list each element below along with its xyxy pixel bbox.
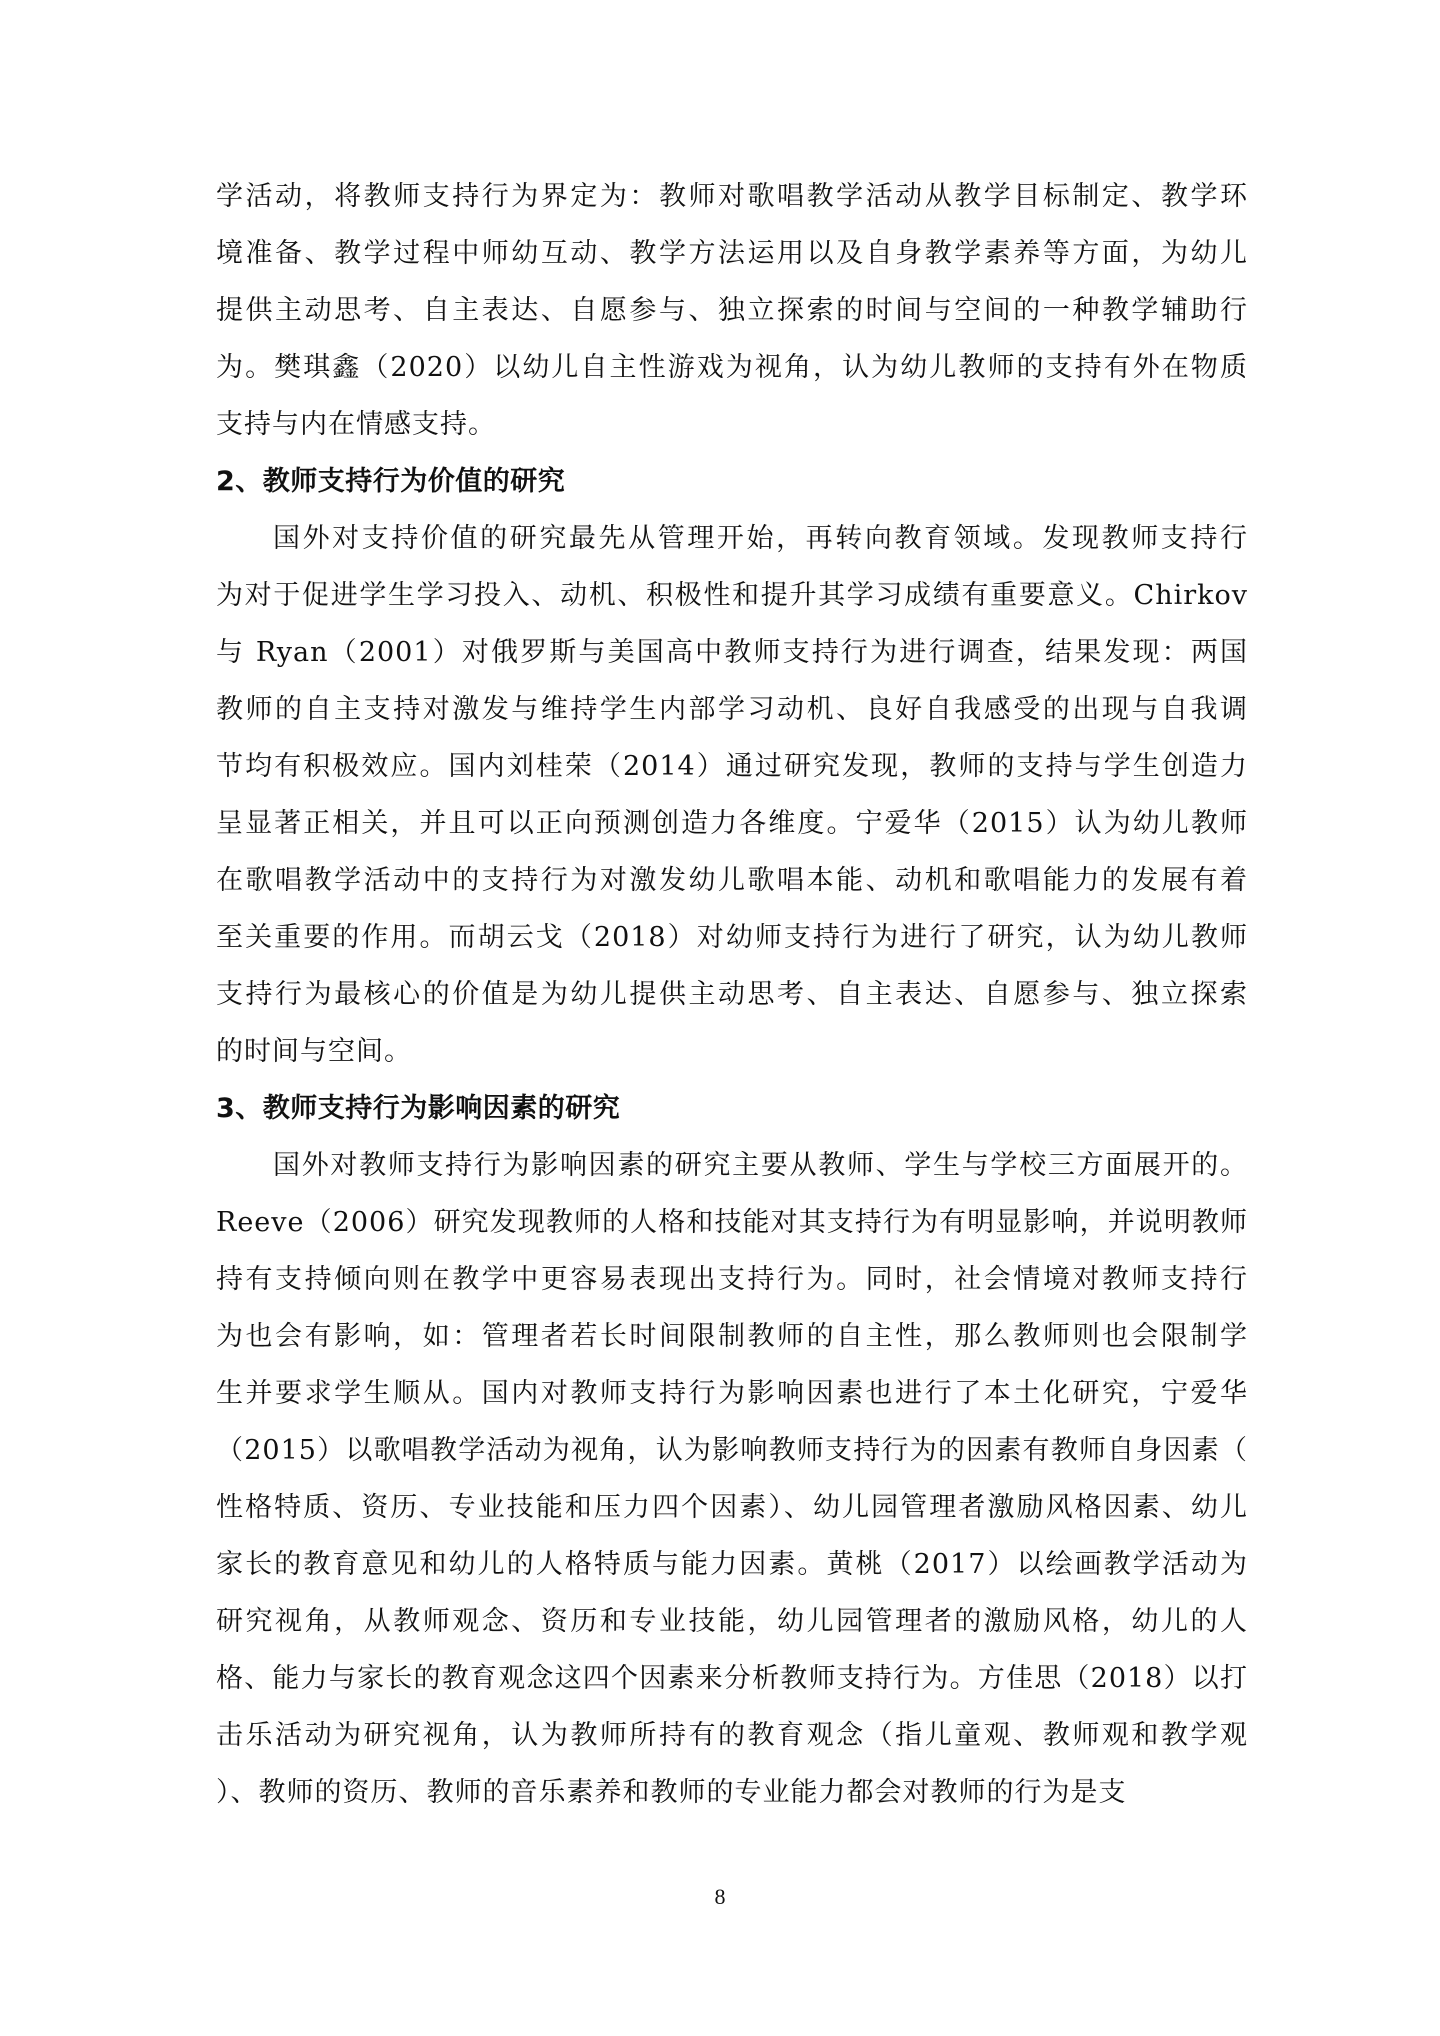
text-line: 家长的教育意见和幼儿的人格特质与能力因素。黄桃（2017）以绘画教学活动为 (216, 1549, 1248, 1580)
text-line: 在歌唱教学活动中的支持行为对激发幼儿歌唱本能、动机和歌唱能力的发展有着 (216, 865, 1248, 896)
text-line: 格、能力与家长的教育观念这四个因素来分析教师支持行为。方佳思（2018）以打 (216, 1663, 1248, 1694)
text-line: 与 Ryan（2001）对俄罗斯与美国高中教师支持行为进行调查，结果发现：两国 (216, 637, 1248, 668)
text-line: 学活动，将教师支持行为界定为：教师对歌唱教学活动从教学目标制定、教学环 (216, 181, 1248, 212)
text-line: 生并要求学生顺从。国内对教师支持行为影响因素也进行了本土化研究，宁爱华 (216, 1378, 1248, 1409)
document-page-body (216, 168, 1248, 1821)
text-line: 国外对支持价值的研究最先从管理开始，再转向教育领域。发现教师支持行 (273, 523, 1248, 554)
text-line: （2015）以歌唱教学活动为视角，认为影响教师支持行为的因素有教师自身因素（ (216, 1435, 1248, 1466)
text-line: ）、教师的资历、教师的音乐素养和教师的专业能力都会对教师的行为是支 (216, 1777, 1127, 1808)
text-line: 国外对教师支持行为影响因素的研究主要从教师、学生与学校三方面展开的。 (273, 1150, 1248, 1181)
text-line: 研究视角，从教师观念、资历和专业技能，幼儿园管理者的激励风格，幼儿的人 (216, 1606, 1248, 1637)
section-heading-influencing-factors: 3、教师支持行为影响因素的研究 (216, 1093, 621, 1124)
section-heading-value-research: 2、教师支持行为价值的研究 (216, 466, 566, 497)
text-line: 为。樊琪鑫（2020）以幼儿自主性游戏为视角，认为幼儿教师的支持有外在物质 (216, 352, 1248, 383)
text-line: 为也会有影响，如：管理者若长时间限制教师的自主性，那么教师则也会限制学 (216, 1321, 1248, 1352)
text-line: 教师的自主支持对激发与维持学生内部学习动机、良好自我感受的出现与自我调 (216, 694, 1248, 725)
text-line: 呈显著正相关，并且可以正向预测创造力各维度。宁爱华（2015）认为幼儿教师 (216, 808, 1248, 839)
text-line: 为对于促进学生学习投入、动机、积极性和提升其学习成绩有重要意义。Chirkov (216, 580, 1248, 611)
text-line: 提供主动思考、自主表达、自愿参与、独立探索的时间与空间的一种教学辅助行 (216, 295, 1248, 326)
paragraph-influencing-factors (216, 1137, 1248, 1821)
text-line: Reeve（2006）研究发现教师的人格和技能对其支持行为有明显影响，并说明教师 (216, 1207, 1248, 1238)
text-line: 持有支持倾向则在教学中更容易表现出支持行为。同时，社会情境对教师支持行 (216, 1264, 1248, 1295)
paragraph-value-research (216, 510, 1248, 1080)
text-line: 的时间与空间。 (216, 1036, 412, 1067)
paragraph-definition-continuation (216, 168, 1248, 453)
text-line: 支持行为最核心的价值是为幼儿提供主动思考、自主表达、自愿参与、独立探索 (216, 979, 1248, 1010)
text-line: 境准备、教学过程中师幼互动、教学方法运用以及自身教学素养等方面，为幼儿 (216, 238, 1248, 269)
text-line: 节均有积极效应。国内刘桂荣（2014）通过研究发现，教师的支持与学生创造力 (216, 751, 1248, 782)
text-line: 性格特质、资历、专业技能和压力四个因素）、幼儿园管理者激励风格因素、幼儿 (216, 1492, 1248, 1523)
text-line: 至关重要的作用。而胡云戈（2018）对幼师支持行为进行了研究，认为幼儿教师 (216, 922, 1248, 953)
text-line: 击乐活动为研究视角，认为教师所持有的教育观念（指儿童观、教师观和教学观 (216, 1720, 1248, 1751)
page-number: 8 (714, 1884, 726, 1909)
text-line: 支持与内在情感支持。 (216, 409, 496, 440)
